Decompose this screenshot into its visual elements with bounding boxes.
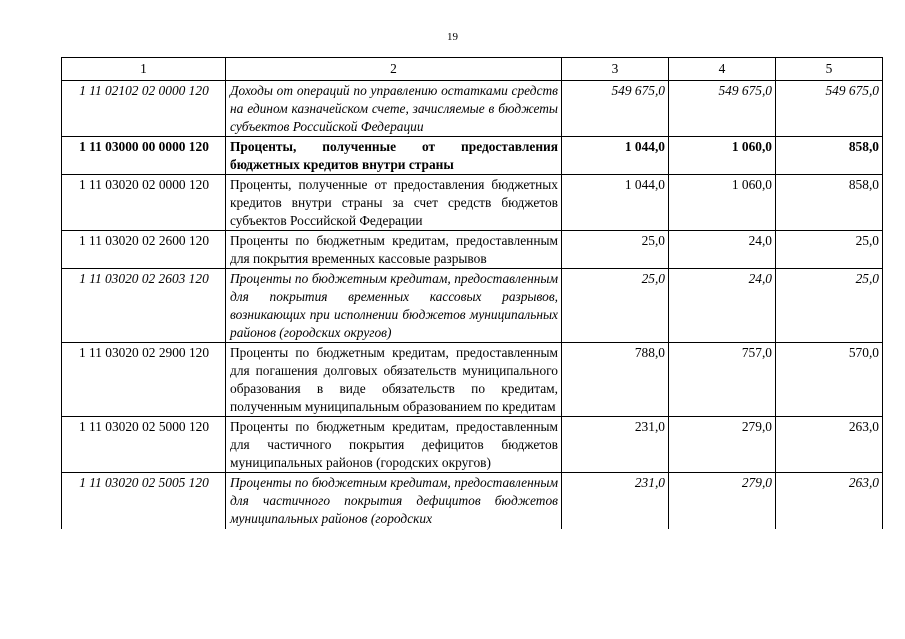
value-cell-col4: 24,0 [669, 231, 776, 269]
budget-code-cell: 1 11 03020 02 2603 120 [62, 269, 226, 343]
value-cell-col4: 1 060,0 [669, 175, 776, 231]
value-cell-col3: 25,0 [562, 231, 669, 269]
value-cell-col5: 263,0 [776, 417, 883, 473]
table-row [62, 343, 883, 417]
value-cell-col4: 757,0 [669, 343, 776, 417]
value-cell-col3: 1 044,0 [562, 137, 669, 175]
value-cell-col4: 1 060,0 [669, 137, 776, 175]
value-cell-col5: 549 675,0 [776, 81, 883, 137]
table-row [62, 417, 883, 473]
budget-code-cell: 1 11 03020 02 0000 120 [62, 175, 226, 231]
value-cell-col5: 25,0 [776, 269, 883, 343]
table-row [62, 175, 883, 231]
budget-code-cell: 1 11 03020 02 5005 120 [62, 473, 226, 529]
budget-revenue-table [61, 57, 883, 529]
value-cell-col4: 24,0 [669, 269, 776, 343]
revenue-name-cell: Доходы от операций по управлению остатками средств на едином казначейском счете, зачисляемые в бюджеты субъектов Российской Федерации [226, 81, 562, 137]
revenue-name-cell: Проценты, полученные от предоставления бюджетных кредитов внутри страны за счет средств бюджетов субъектов Российской Федерации [226, 175, 562, 231]
value-cell-col5: 263,0 [776, 473, 883, 529]
column-header-1: 1 [62, 58, 226, 81]
value-cell-col3: 1 044,0 [562, 175, 669, 231]
value-cell-col5: 25,0 [776, 231, 883, 269]
budget-code-cell: 1 11 03020 02 2600 120 [62, 231, 226, 269]
column-header-5: 5 [776, 58, 883, 81]
revenue-name-cell: Проценты по бюджетным кредитам, предоставленным для покрытия временных кассовых разрывов, возникающих при исполнении бюджетов муниципальных районов (городских округов) [226, 269, 562, 343]
value-cell-col4: 549 675,0 [669, 81, 776, 137]
value-cell-col5: 570,0 [776, 343, 883, 417]
value-cell-col3: 231,0 [562, 417, 669, 473]
value-cell-col3: 231,0 [562, 473, 669, 529]
revenue-name-cell: Проценты, полученные от предоставления бюджетных кредитов внутри страны [226, 137, 562, 175]
value-cell-col5: 858,0 [776, 137, 883, 175]
page-number: 19 [447, 31, 458, 43]
table-row [62, 137, 883, 175]
value-cell-col3: 25,0 [562, 269, 669, 343]
value-cell-col3: 788,0 [562, 343, 669, 417]
value-cell-col3: 549 675,0 [562, 81, 669, 137]
budget-code-cell: 1 11 02102 02 0000 120 [62, 81, 226, 137]
header-row [62, 58, 883, 81]
revenue-name-cell: Проценты по бюджетным кредитам, предоставленным для покрытия временных кассовые разрывов [226, 231, 562, 269]
value-cell-col4: 279,0 [669, 417, 776, 473]
budget-code-cell: 1 11 03020 02 5000 120 [62, 417, 226, 473]
column-header-4: 4 [669, 58, 776, 81]
value-cell-col5: 858,0 [776, 175, 883, 231]
budget-code-cell: 1 11 03020 02 2900 120 [62, 343, 226, 417]
column-header-2: 2 [226, 58, 562, 81]
table-row [62, 473, 883, 529]
table-row [62, 81, 883, 137]
revenue-name-cell: Проценты по бюджетным кредитам, предоставленным для частичного покрытия дефицитов бюджетов муниципальных районов (городских [226, 473, 562, 529]
budget-code-cell: 1 11 03000 00 0000 120 [62, 137, 226, 175]
value-cell-col4: 279,0 [669, 473, 776, 529]
column-header-3: 3 [562, 58, 669, 81]
table-row [62, 231, 883, 269]
revenue-name-cell: Проценты по бюджетным кредитам, предоставленным для погашения долговых обязательств муниципального образования в виде обязательств по кредитам, полученным муниципальным образованием по кредитам [226, 343, 562, 417]
revenue-name-cell: Проценты по бюджетным кредитам, предоставленным для частичного покрытия дефицитов бюджетов муниципальных районов (городских округов) [226, 417, 562, 473]
table-row [62, 269, 883, 343]
